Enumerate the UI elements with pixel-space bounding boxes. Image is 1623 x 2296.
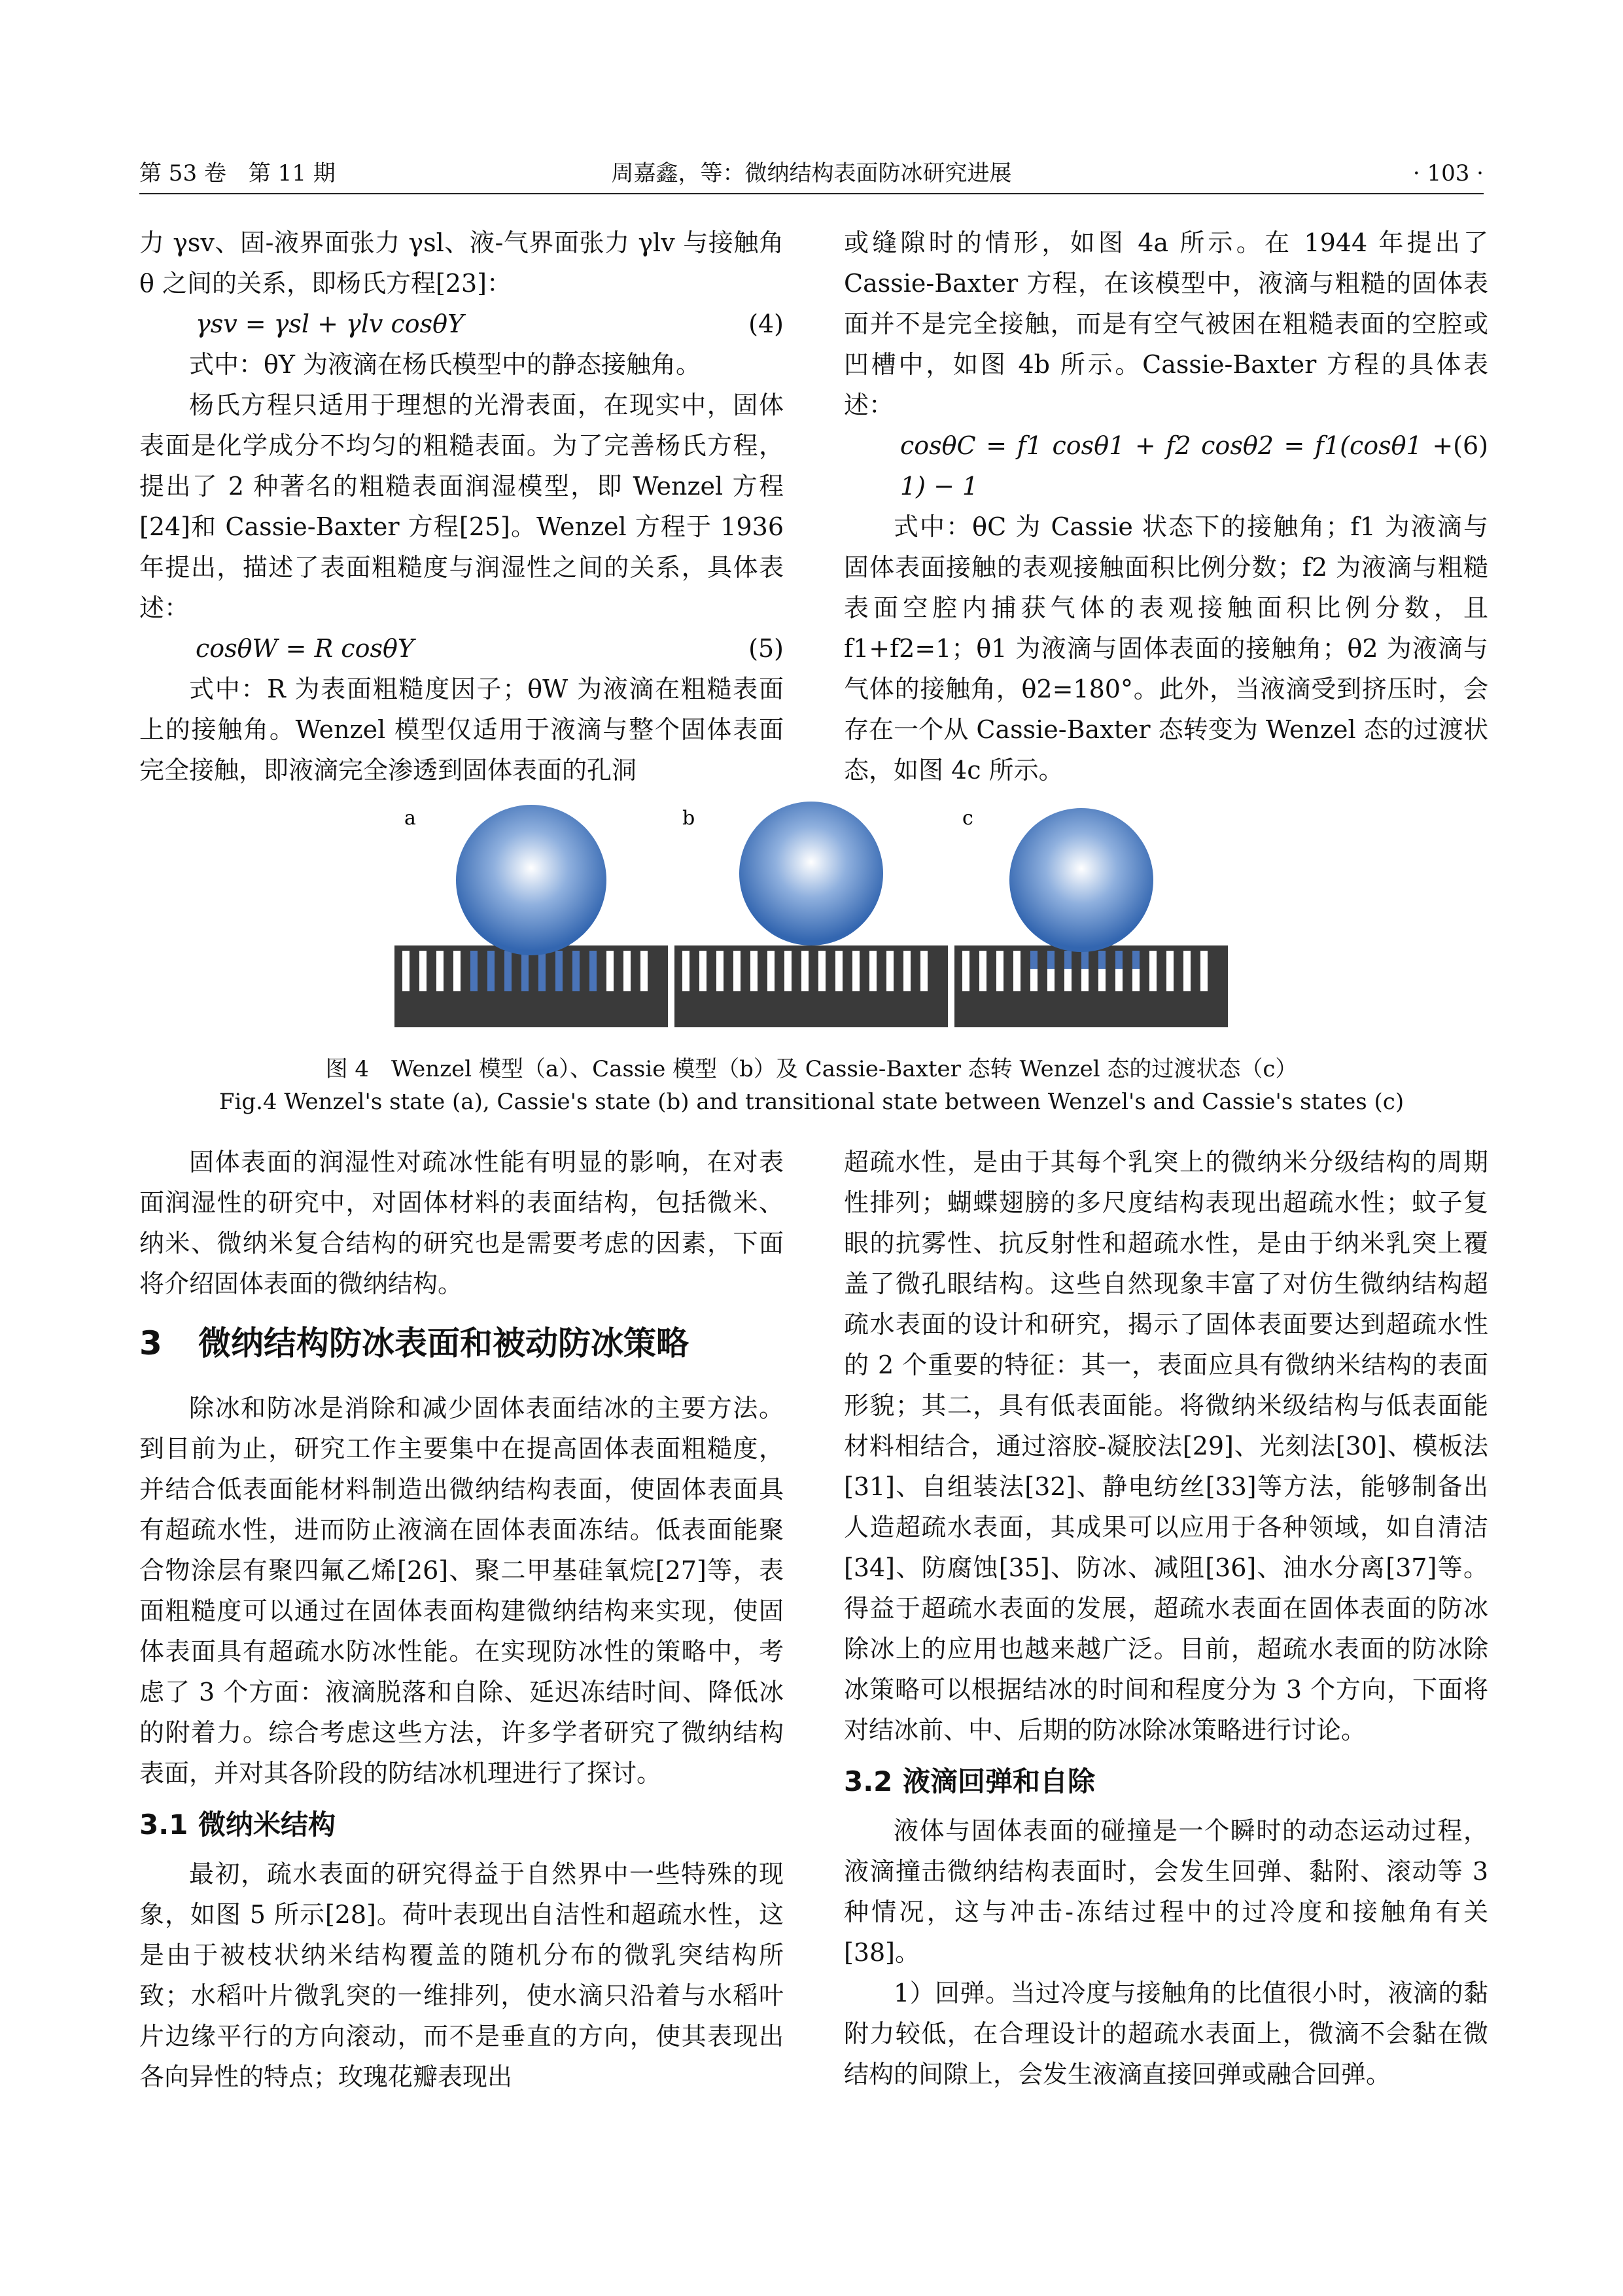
- equation-text: γsv = γsl + γlv cosθY: [196, 309, 464, 338]
- paragraph: 力 γsv、固-液界面张力 γsl、液-气界面张力 γlv 与接触角 θ 之间的关系，即杨氏方程[23]：: [139, 228, 784, 298]
- surface-groove: [903, 951, 911, 991]
- surface-groove: [572, 951, 580, 991]
- surface-groove: [453, 951, 461, 991]
- surface-groove: [436, 951, 444, 991]
- surface-groove: [699, 951, 707, 991]
- surface-groove: [1200, 951, 1208, 991]
- paragraph: 式中：θY 为液滴在杨氏模型中的静态接触角。: [189, 350, 701, 379]
- left-column-bottom: [139, 1142, 784, 2097]
- paragraph: 最初，疏水表面的研究得益于自然界中一些特殊的现象，如图 5 所示[28]。荷叶表现出自洁性和超疏水性，这是由于被枝状纳米结构覆盖的随机分布的微乳突结构所致；水稻叶片微乳突的一维排列，使水滴只沿着与水稻叶片边缘平行的方向滚动，而不是垂直的方向，使其表现出各向异性的特点；玫瑰花瓣表现出: [139, 1860, 784, 2091]
- surface-groove: [750, 951, 758, 991]
- surface-groove: [402, 951, 410, 991]
- droplet-cassie: [739, 802, 883, 945]
- equation-number: (4): [748, 309, 784, 338]
- running-title: 周嘉鑫，等：微纳结构表面防冰研究进展: [611, 160, 1012, 186]
- section-3-1-heading: [139, 1803, 784, 1847]
- paragraph: 1）回弹。当过冷度与接触角的比值很小时，液滴的黏附力较低，在合理设计的超疏水表面上，微滴不会黏在微结构的间隙上，会发生液滴直接回弹或融合回弹。: [844, 1979, 1488, 2089]
- section-3-2-heading: [844, 1759, 1488, 1804]
- paragraph: 杨氏方程只适用于理想的光滑表面，在现实中，固体表面是化学成分不均匀的粗糙表面。为了完善杨氏方程，提出了 2 种著名的粗糙表面润湿模型，即 Wenzel 方程[24]和 Cassie-Baxter 方程[25]。Wenzel 方程于 1936 年提出，描述了表面粗糙度与润湿性之间的关系，具体表述：: [139, 391, 784, 622]
- section-3-heading: [139, 1317, 784, 1369]
- page-number: · 103 ·: [1412, 160, 1484, 186]
- partial-penetration: [1132, 951, 1140, 969]
- section-number: 3.1: [139, 1809, 188, 1841]
- panel-label-c: c: [962, 807, 973, 830]
- right-column-bottom: [844, 1142, 1488, 2094]
- surface-groove: [538, 951, 546, 991]
- figure-4-caption-en: Fig.4 Wenzel's state (a), Cassie's state (b) and transitional state between Wenzel's and Cassie's states (c): [218, 1089, 1405, 1115]
- surface-groove: [419, 951, 427, 991]
- equation-5: [139, 628, 784, 669]
- partial-penetration: [1081, 951, 1089, 969]
- figure-4-caption-cn: 图 4 Wenzel 模型（a）、Cassie 模型（b）及 Cassie-Baxter 态转 Wenzel 态的过渡状态（c）: [325, 1056, 1298, 1082]
- surface-groove: [470, 951, 478, 991]
- surface-groove: [886, 951, 894, 991]
- equation-number: (6): [1453, 431, 1488, 460]
- right-column-top: [844, 222, 1488, 790]
- surface-groove: [589, 951, 597, 991]
- section-title: 液滴回弹和自除: [903, 1765, 1096, 1797]
- surface-groove: [979, 951, 986, 991]
- left-column-top: [139, 222, 784, 790]
- panel-label-b: b: [682, 807, 695, 830]
- surface-groove: [852, 951, 860, 991]
- partial-penetration: [1047, 951, 1055, 969]
- surface-groove: [716, 951, 724, 991]
- surface-groove: [733, 951, 741, 991]
- surface-groove: [1166, 951, 1174, 991]
- surface-groove: [801, 951, 809, 991]
- surface-groove: [555, 951, 563, 991]
- equation-6: [844, 425, 1488, 506]
- surface-groove: [623, 951, 631, 991]
- surface-groove: [869, 951, 877, 991]
- running-header: [139, 154, 1484, 194]
- surface-groove: [962, 951, 969, 991]
- surface-groove: [835, 951, 843, 991]
- surface-groove: [606, 951, 614, 991]
- surface-groove: [920, 951, 928, 991]
- section-title: 微纳米结构: [198, 1809, 336, 1841]
- paragraph: 液体与固体表面的碰撞是一个瞬时的动态运动过程，液滴撞击微纳结构表面时，会发生回弹、黏附、滚动等 3 种情况，这与冲击-冻结过程中的过冷度和接触角有关[38]。: [844, 1816, 1488, 1967]
- droplet-transition: [1009, 808, 1153, 952]
- figure-4-illustration: [139, 802, 1484, 1063]
- section-number: 3.2: [844, 1765, 893, 1797]
- surface-groove: [996, 951, 1003, 991]
- paragraph: 或缝隙时的情形，如图 4a 所示。在 1944 年提出了 Cassie-Baxter 方程，在该模型中，液滴与粗糙的固体表面并不是完全接触，而是有空气被困在粗糙表面的空腔或凹槽中，如图 4b 所示。Cassie-Baxter 方程的具体表述：: [844, 228, 1488, 419]
- droplet-wenzel: [456, 805, 606, 955]
- paragraph: 除冰和防冰是消除和减少固体表面结冰的主要方法。到目前为止，研究工作主要集中在提高固体表面粗糙度，并结合低表面能材料制造出微纳结构表面，使固体表面具有超疏水性，进而防止液滴在固体表面冻结。低表面能聚合物涂层有聚四氟乙烯[26]、聚二甲基硅氧烷[27]等，表面粗糙度可以通过在固体表面构建微纳结构来实现，使固体表面具有超疏水防冰性能。在实现防冰性的策略中，考虑了 3 个方面：液滴脱落和自除、延迟冻结时间、降低冰的附着力。综合考虑这些方法，许多学者研究了微纳结构表面，并对其各阶段的防结冰机理进行了探讨。: [139, 1394, 784, 1788]
- partial-penetration: [1064, 951, 1072, 969]
- figure-4: [139, 802, 1484, 1063]
- surface-groove: [682, 951, 689, 991]
- surface-groove: [784, 951, 792, 991]
- paragraph: 固体表面的润湿性对疏冰性能有明显的影响，在对表面润湿性的研究中，对固体材料的表面结构，包括微米、纳米、微纳米复合结构的研究也是需要考虑的因素，下面将介绍固体表面的微纳结构。: [139, 1148, 784, 1298]
- section-title: 微纳结构防冰表面和被动防冰策略: [198, 1324, 689, 1362]
- equation-number: (5): [748, 634, 784, 663]
- partial-penetration: [1115, 951, 1123, 969]
- panel-label-a: a: [404, 807, 416, 830]
- surface-groove: [521, 951, 529, 991]
- surface-groove: [1013, 951, 1021, 991]
- paragraph: 式中：R 为表面粗糙度因子；θW 为液滴在粗糙表面上的接触角。Wenzel 模型仅适用于液滴与整个固体表面完全接触，即液滴完全渗透到固体表面的孔洞: [139, 675, 784, 785]
- paragraph: 超疏水性，是由于其每个乳突上的微纳米分级结构的周期性排列；蝴蝶翅膀的多尺度结构表现出超疏水性；蚊子复眼的抗雾性、抗反射性和超疏水性，是由于纳米乳突上覆盖了微孔眼结构。这些自然现象丰富了对仿生微纳结构超疏水表面的设计和研究，揭示了固体表面要达到超疏水性的 2 个重要的特征：其一，表面应具有微纳米结构的表面形貌；其二，具有低表面能。将微纳米级结构与低表面能材料相结合，通过溶胶-凝胶法[29]、光刻法[30]、模板法[31]、自组装法[32]、静电纺丝[33]等方法，能够制备出人造超疏水表面，其成果可以应用于各种领域，如自清洁[34]、防腐蚀[35]、防冰、减阻[36]、油水分离[37]等。得益于超疏水表面的发展，超疏水表面在固体表面的防冰除冰上的应用也越来越广泛。目前，超疏水表面的防冰除冰策略可以根据结冰的时间和程度分为 3 个方向，下面将对结冰前、中、后期的防冰除冰策略进行讨论。: [844, 1148, 1488, 1744]
- surface-groove: [640, 951, 648, 991]
- partial-penetration: [1098, 951, 1106, 969]
- section-number: 3: [139, 1324, 162, 1362]
- paragraph: 式中：θC 为 Cassie 状态下的接触角；f1 为液滴与固体表面接触的表观接触面积比例分数；f2 为液滴与粗糙表面空腔内捕获气体的表观接触面积比例分数，且 f1+f2=1；θ1 为液滴与固体表面的接触角；θ2 为液滴与气体的接触角，θ2=180°。此外，当液滴受到挤压时，会存在一个从 Cassie-Baxter 态转变为 Wenzel 态的过渡状态，如图 4c 所示。: [844, 512, 1488, 785]
- surface-groove: [504, 951, 512, 991]
- surface-groove: [1183, 951, 1191, 991]
- surface-groove: [487, 951, 495, 991]
- surface-groove: [818, 951, 826, 991]
- surface-groove: [767, 951, 775, 991]
- equation-text: cosθW = R cosθY: [196, 634, 414, 663]
- equation-text: cosθC = f1 cosθ1 + f2 cosθ2 = f1(cosθ1 + 1) − 1: [900, 431, 1454, 501]
- partial-penetration: [1030, 951, 1038, 969]
- journal-volume-issue: 第 53 卷 第 11 期: [139, 160, 336, 186]
- surface-groove: [1149, 951, 1157, 991]
- equation-4: [139, 304, 784, 344]
